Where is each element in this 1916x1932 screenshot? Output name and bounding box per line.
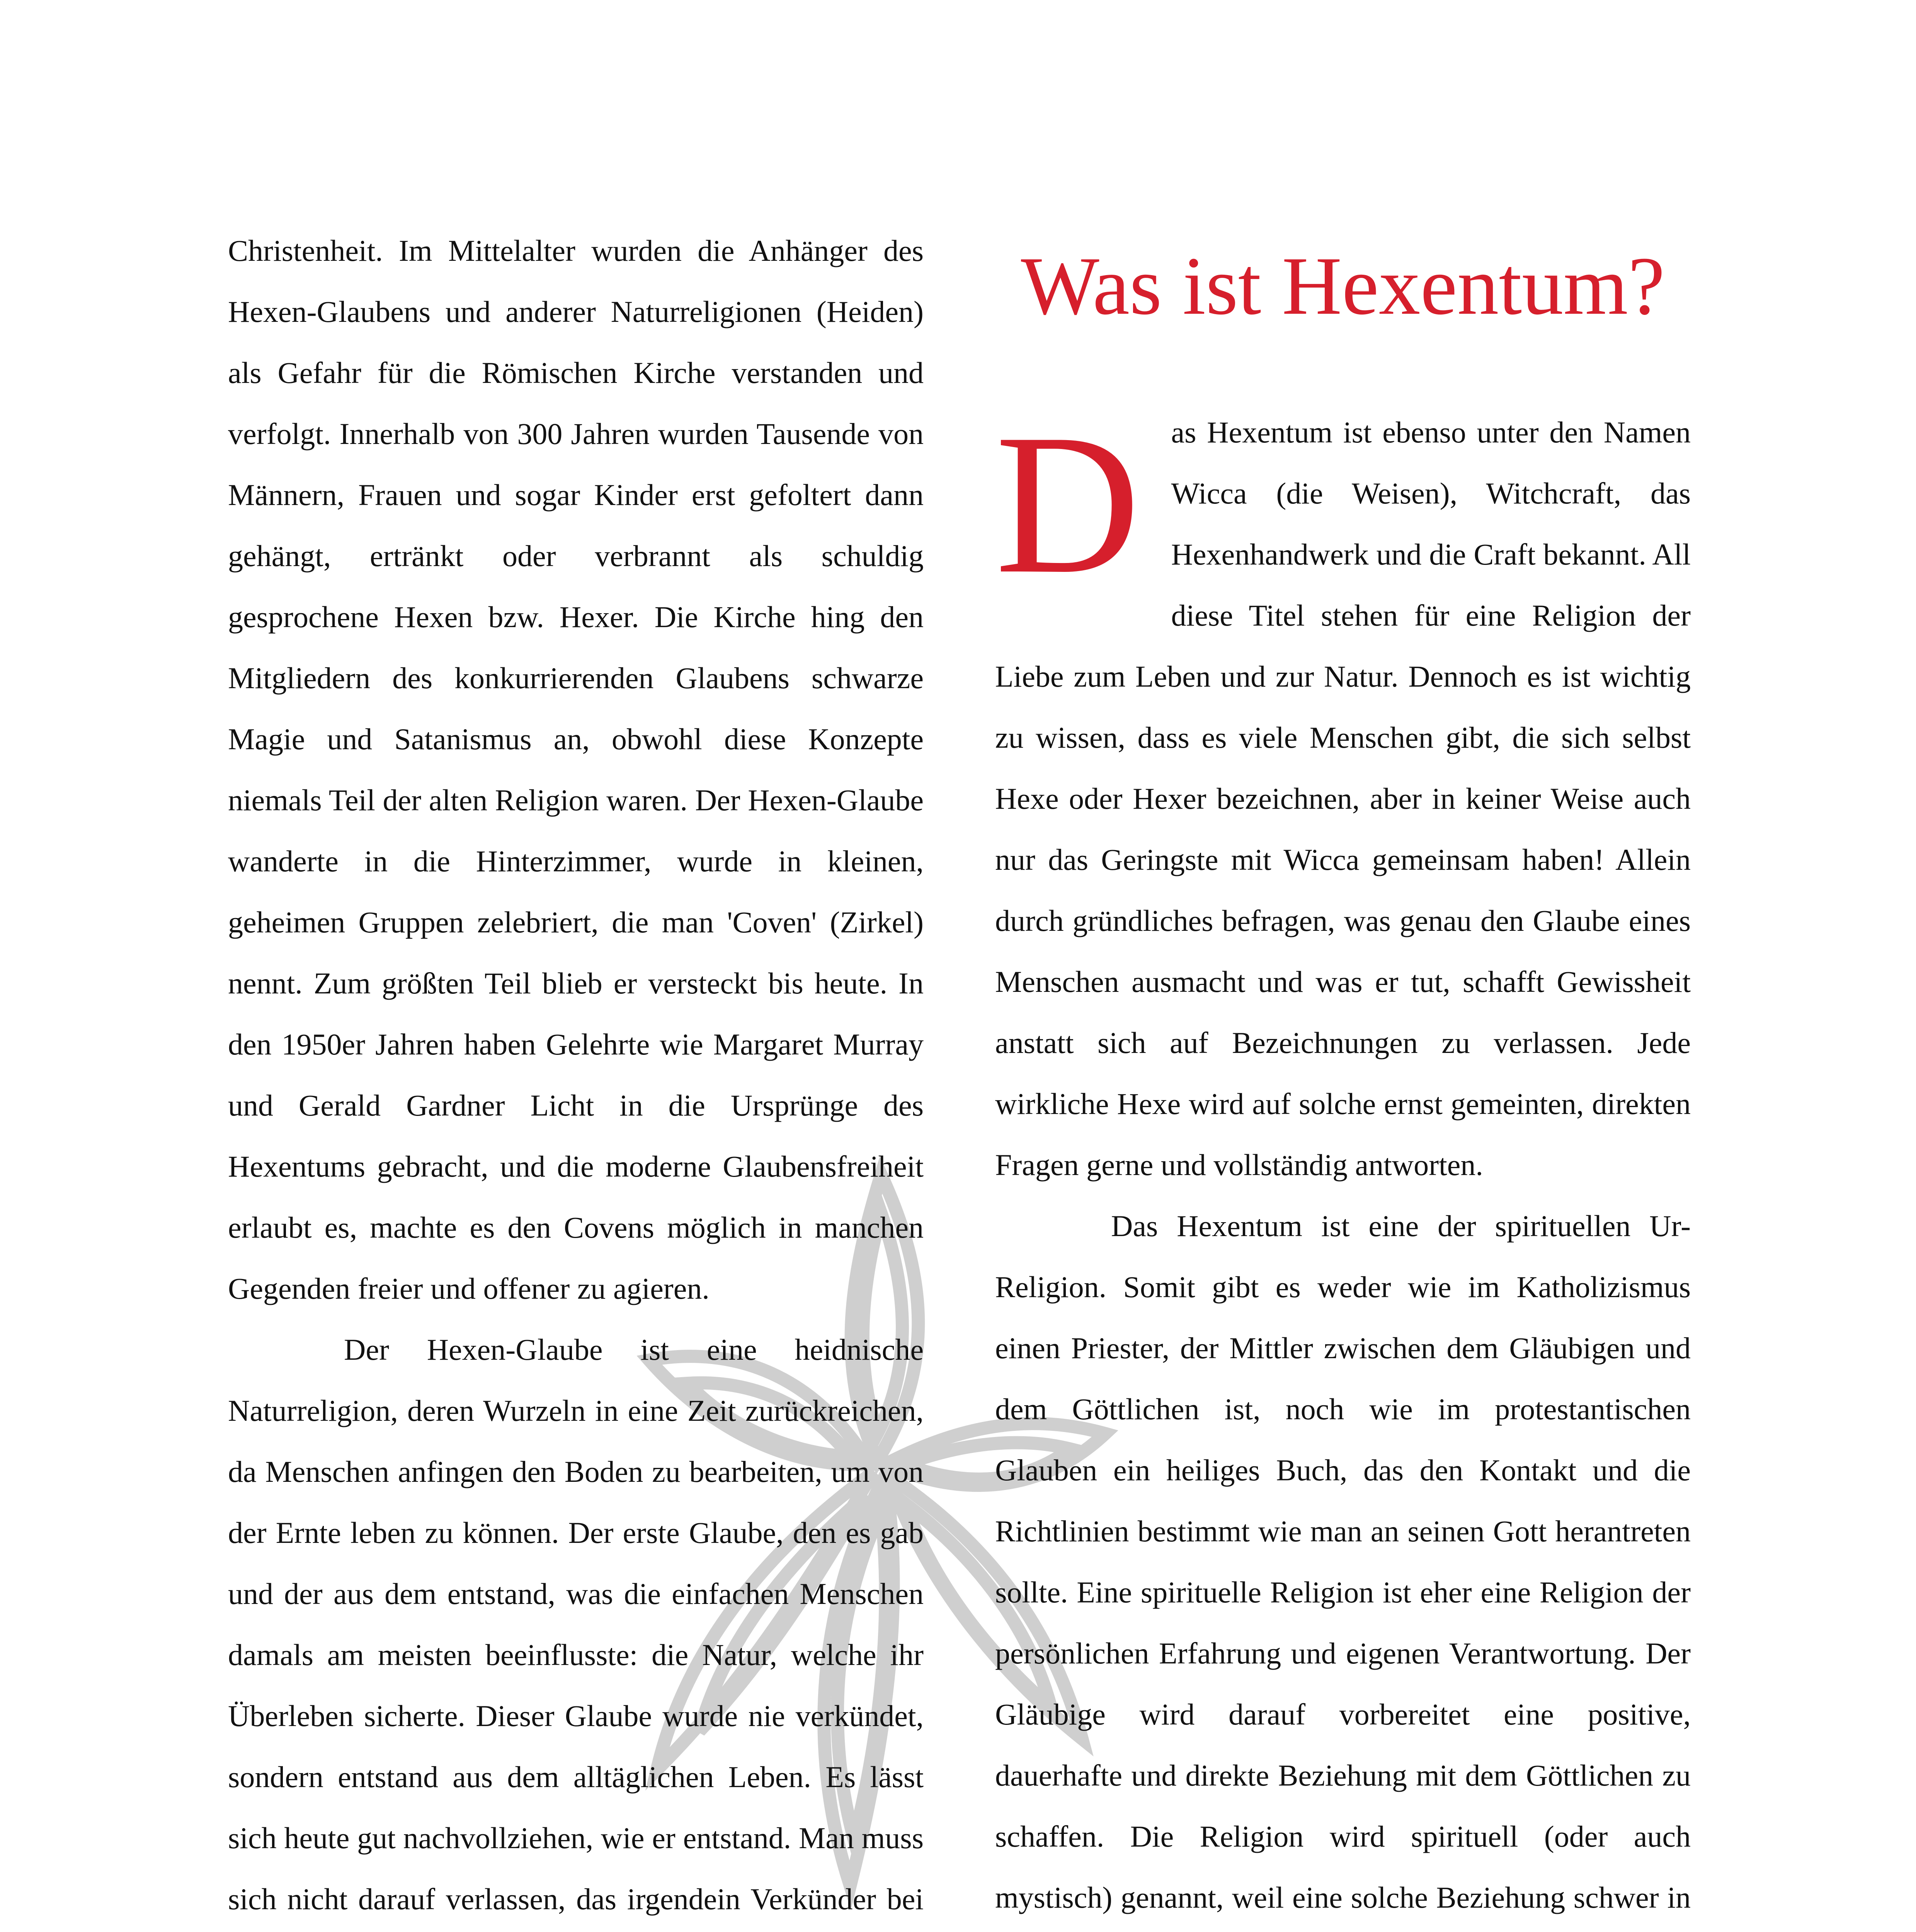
right-column [995, 393, 1691, 1932]
right-paragraph-1-text: as Hexentum ist ebenso unter den Namen Wicca (die Weisen), Witchcraft, das Hexenhandwerk und die Craft bekannt. All diese Titel stehen für eine Religion der Liebe zum Leben und zur Natur. Dennoch es ist wichtig zu wissen, dass es viele Menschen gibt, die sich selbst Hexe oder Hexer bezeichnen, aber in keiner Weise auch nur das Geringste mit Wicca gemeinsam haben! Allein durch gründliches befragen, was genau den Glaube eines Menschen ausmacht und was er tut, schafft Gewissheit anstatt sich auf Bezeichnungen zu verlassen. Jede wirkliche Hexe wird auf solche ernst gemeinten, direkten Fragen gerne und vollständig antworten. [995, 415, 1691, 1182]
section-heading: Was ist Hexentum? [1021, 240, 1665, 332]
drop-cap: D [995, 393, 1140, 615]
left-paragraph-1: Christenheit. Im Mittelalter wurden die Anhänger des Hexen-Glaubens und anderer Naturreligionen (Heiden) als Gefahr für die Römischen Kirche verstanden und verfolgt. Innerhalb von 300 Jahren wurden Tausende von Männern, Frauen und sogar Kinder erst gefoltert dann gehängt, ertränkt oder verbrannt als schuldig gesprochene Hexen bzw. Hexer. Die Kirche hing den Mitgliedern des konkurrierenden Glaubens schwarze Magie und Satanismus an, obwohl diese Konzepte niemals Teil der alten Religion waren. Der Hexen-Glaube wanderte in die Hinterzimmer, wurde in kleinen, geheimen Gruppen zelebriert, die man 'Coven' (Zirkel) nennt. Zum größten Teil blieb er versteckt bis heute. In den 1950er Jahren haben Gelehrte wie Margaret Murray und Gerald Gardner Licht in die Ursprünge des Hexentums gebracht, und die moderne Glaubensfreiheit erlaubt es, machte es den Covens möglich in manchen Gegenden freier und offener zu agieren. [228, 234, 924, 1305]
left-column [228, 220, 924, 1932]
right-paragraph-1 [995, 393, 1691, 1196]
left-paragraph-2: Der Hexen-Glaube ist eine heidnische Naturreligion, deren Wurzeln in eine Zeit zurückreichen, da Menschen anfingen den Boden zu bearbeiten, um von der Ernte leben zu können. Der erste Glaube, den es gab und der aus dem entstand, was die einfachen Menschen damals am meisten beeinflusste: die Natur, welche ihr Überleben sicherte. Dieser Glaube wurde nie verkündet, sondern entstand aus dem alltäglichen Leben. Es lässt sich heute gut nachvollziehen, wie er entstand. Man muss sich nicht darauf verlassen, das irgendein Verkünder bei [228, 1333, 924, 1916]
right-paragraph-2: Das Hexentum ist eine der spirituellen Ur-Religion. Somit gibt es weder wie im Katholizismus einen Priester, der Mittler zwischen dem Gläubigen und dem Göttlichen ist, noch wie im protestantischen Glauben ein heiliges Buch, das den Kontakt und die Richtlinien bestimmt wie man an seinen Gott herantreten sollte. Eine spirituelle Religion ist eher eine Religion der persönlichen Erfahrung und eigenen Verantwortung. Der Gläubige wird darauf vorbereitet eine positive, dauerhafte und direkte Beziehung mit dem Göttlichen zu schaffen. Die Religion wird spirituell (oder auch mystisch) genannt, weil eine solche Beziehung schwer in [995, 1209, 1691, 1914]
